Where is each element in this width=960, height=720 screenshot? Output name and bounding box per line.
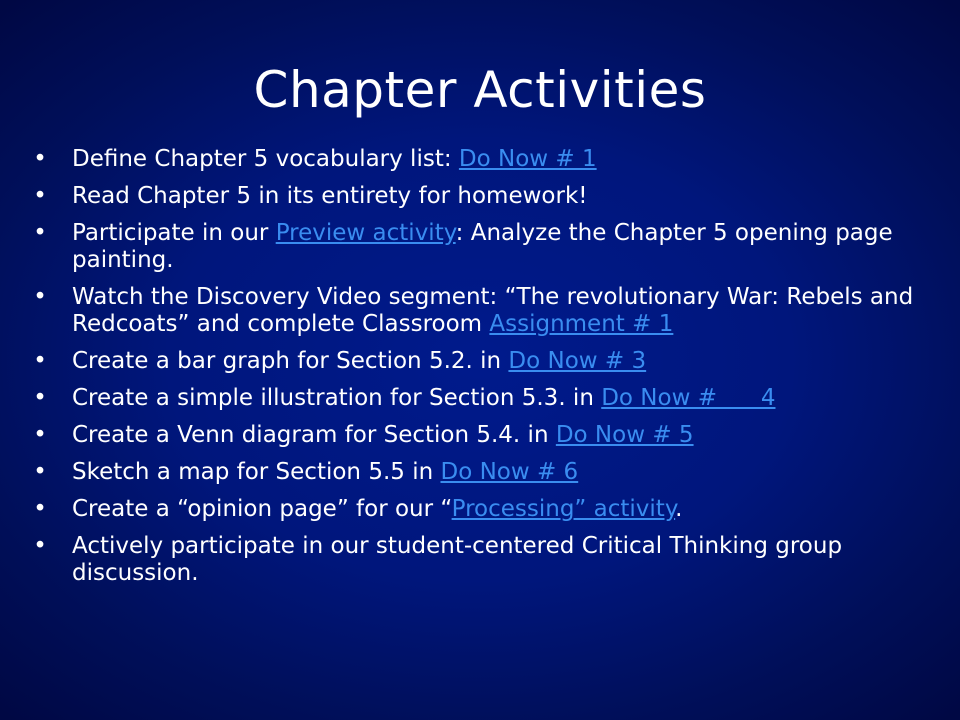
item-text: Create a simple illustration for Section 5.3. in [72,385,602,411]
do-now-3-link[interactable]: Do Now # 3 [508,348,647,374]
bullet-icon: • [33,183,47,209]
preview-activity-link[interactable]: Preview activity [275,220,456,246]
list-item [30,146,950,173]
item-text: Watch the Discovery Video segment: “The revolutionary War: Rebels and Redcoats” and complete Classroom [72,284,914,337]
bullet-icon: • [33,459,47,485]
item-text: Create a “opinion page” for our “ [72,496,452,522]
list-item [30,459,950,486]
list-item [30,496,950,523]
item-text: Actively participate in our student-centered Critical Thinking group discussion. [72,533,843,586]
list-item [30,385,950,412]
list-item [30,183,950,210]
do-now-4-link[interactable]: Do Now # 4 [601,385,776,411]
activity-list [30,146,950,597]
assignment-1-link[interactable]: Assignment # 1 [489,311,674,337]
list-item [30,284,950,338]
processing-activity-link[interactable]: Processing” activity [451,496,676,522]
item-text: Create a bar graph for Section 5.2. in [72,348,509,374]
slide-title: Chapter Activities [253,61,707,119]
list-item [30,348,950,375]
item-text: Read Chapter 5 in its entirety for homework! [72,183,588,209]
list-item [30,533,950,587]
do-now-1-link[interactable]: Do Now # 1 [458,146,597,172]
item-text-after: : Analyze the Chapter 5 opening page painting. [72,220,893,273]
do-now-5-link[interactable]: Do Now # 5 [555,422,694,448]
list-item [30,422,950,449]
item-text-after: . [675,496,683,522]
bullet-icon: • [33,348,47,374]
item-text: Sketch a map for Section 5.5 in [72,459,441,485]
item-text: Define Chapter 5 vocabulary list: [72,146,459,172]
bullet-icon: • [33,533,47,559]
bullet-icon: • [33,284,47,310]
item-text: Create a Venn diagram for Section 5.4. in [72,422,556,448]
do-now-6-link[interactable]: Do Now # 6 [440,459,579,485]
bullet-icon: • [33,385,47,411]
bullet-icon: • [33,422,47,448]
bullet-icon: • [33,496,47,522]
list-item [30,220,950,274]
bullet-icon: • [33,220,47,246]
bullet-icon: • [33,146,47,172]
item-text: Participate in our [72,220,276,246]
